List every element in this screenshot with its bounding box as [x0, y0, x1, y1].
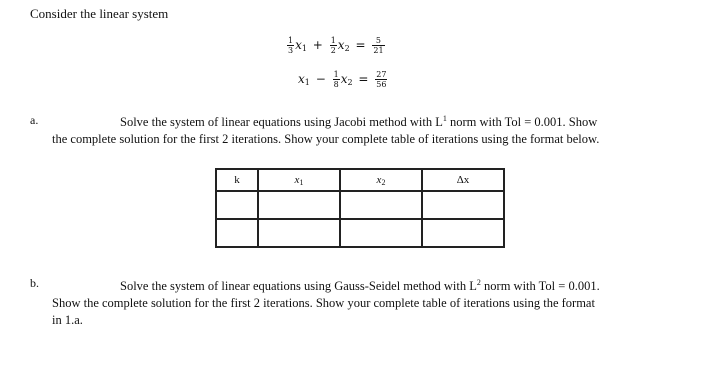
- header-delta-x: Δx: [422, 169, 504, 191]
- table-cell: [258, 191, 340, 219]
- table-cell: [340, 219, 422, 247]
- table-row: [216, 191, 504, 219]
- equation-2: $x_1$ − $\frac{1}{8}$ $x_2$ = $\frac{27}{56}$: [298, 70, 387, 89]
- table-cell: [422, 191, 504, 219]
- equation-1: $\frac{1}{3}$ $x_1$ + $\frac{1}{2}$ $x_2$ = $\frac{5}{21}$: [288, 36, 384, 55]
- coef-1-2: $\frac{1}{2}$: [330, 36, 336, 55]
- intro-text: Consider the linear system: [30, 6, 169, 21]
- table-cell: [340, 191, 422, 219]
- rhs-1: $\frac{5}{21}$: [373, 36, 384, 55]
- header-x1: $x_1$: [258, 169, 340, 191]
- header-k: k: [216, 169, 258, 191]
- part-b-text: Solve the system of linear equations using Gauss-Seidel method with $L^2$ norm with Tol = 0.001. Show the complete solution for the first 2 iterations. Show your complete table of iterations using the format in 1.a.: [52, 278, 600, 328]
- part-b-label: b.: [30, 276, 39, 290]
- coef-1-1: $\frac{1}{3}$: [288, 36, 294, 55]
- coef-2-2: $\frac{1}{8}$: [333, 70, 339, 89]
- header-x2: $x_2$: [340, 169, 422, 191]
- part-a-label: a.: [30, 113, 39, 127]
- table-cell: [258, 219, 340, 247]
- rhs-2: $\frac{27}{56}$: [376, 70, 387, 89]
- table-cell: [216, 191, 258, 219]
- table-cell: [216, 219, 258, 247]
- table-row: [216, 219, 504, 247]
- table-cell: [422, 219, 504, 247]
- iteration-table: [215, 168, 505, 248]
- part-a-text: Solve the system of linear equations using Jacobi method with $L^1$ norm with Tol = 0.001. Show the complete solution for the first 2 iterations. Show your complete table of iterations using the format below.: [52, 114, 600, 147]
- table-header-row: [216, 169, 504, 191]
